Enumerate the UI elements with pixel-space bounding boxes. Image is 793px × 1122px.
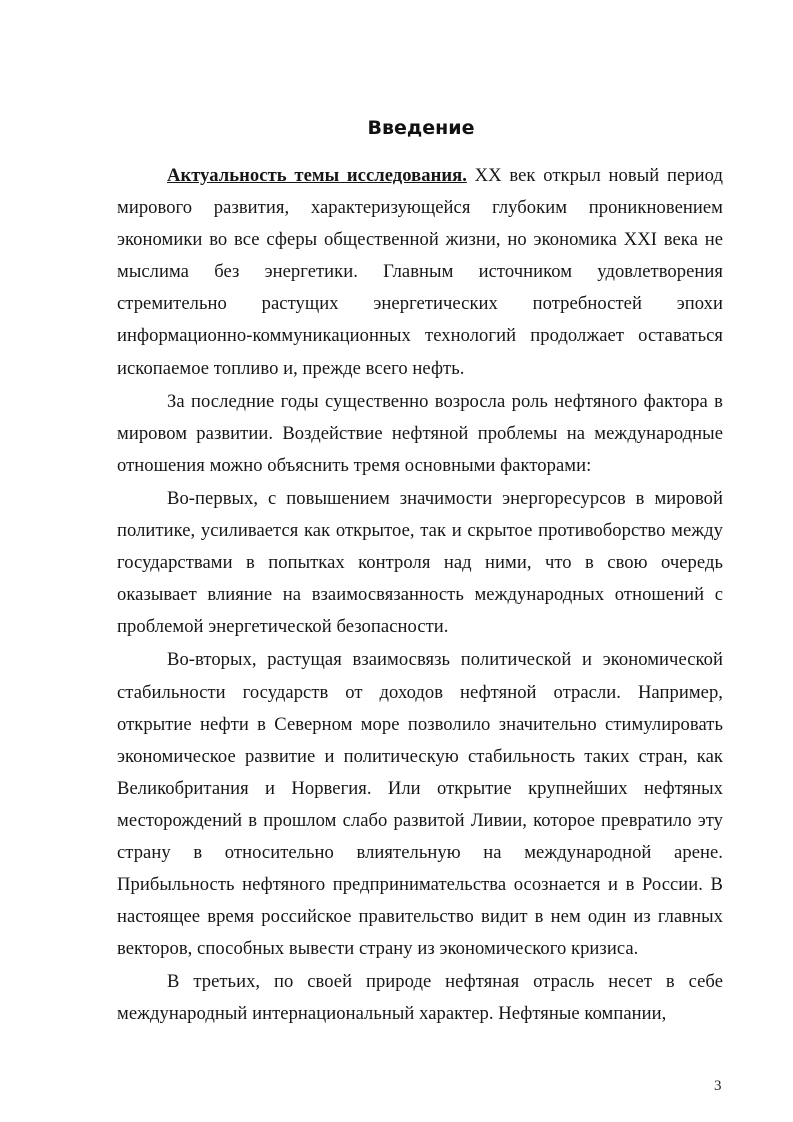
paragraph-second-factor: Во-вторых, растущая взаимосвязь политической и экономической стабильности государств от доходов нефтяной отрасли. Например, открытие нефти в Северном море позволило значительно стимулировать экономическое развитие и политическую стабильность таких стран, как Великобритания и Норвегия. Или открытие крупнейших нефтяных месторождений в прошлом слабо развитой Ливии, которое превратило эту страну в относительно влиятельную на международной арене. Прибыльность нефтяного предпринимательства осознается и в России. В настоящее время российское правительство видит в нем один из главных векторов, способных вывести страну из экономического кризиса. xyxy=(117,649,723,960)
paragraph-third-factor: В третьих, по своей природе нефтяная отрасль несет в себе международный интернациональный характер. Нефтяные компании, xyxy=(117,971,723,1025)
paragraph-intro xyxy=(117,160,723,385)
paragraph-oil-factor: За последние годы существенно возросла роль нефтяного фактора в мировом развитии. Воздействие нефтяной проблемы на международные отношения можно объяснить тремя основными факторами: xyxy=(117,390,723,476)
paragraph-first-factor: Во-первых, с повышением значимости энергоресурсов в мировой политике, усиливается как открытое, так и скрытое противоборство между государствами в попытках контроля над ними, что в свою очередь оказывает влияние на взаимосвязанность международных отношений с проблемой энергетической безопасности. xyxy=(117,487,723,638)
intro-text: XX век открыл новый период мирового развития, характеризующейся глубоким проникновением экономики во все сферы общественной жизни, но экономика XXI века не мыслима без энергетики. Главным источником удовлетворения стремительно растущих энергетических потребностей эпохи информационно-коммуникационных технологий продолжает оставаться ископаемое топливо и, прежде всего нефть. xyxy=(117,165,723,379)
relevance-lead: Актуальность темы исследования. xyxy=(167,165,467,186)
section-heading: Введение xyxy=(367,117,475,139)
page-number: 3 xyxy=(714,1078,722,1094)
body-text xyxy=(117,160,723,1032)
